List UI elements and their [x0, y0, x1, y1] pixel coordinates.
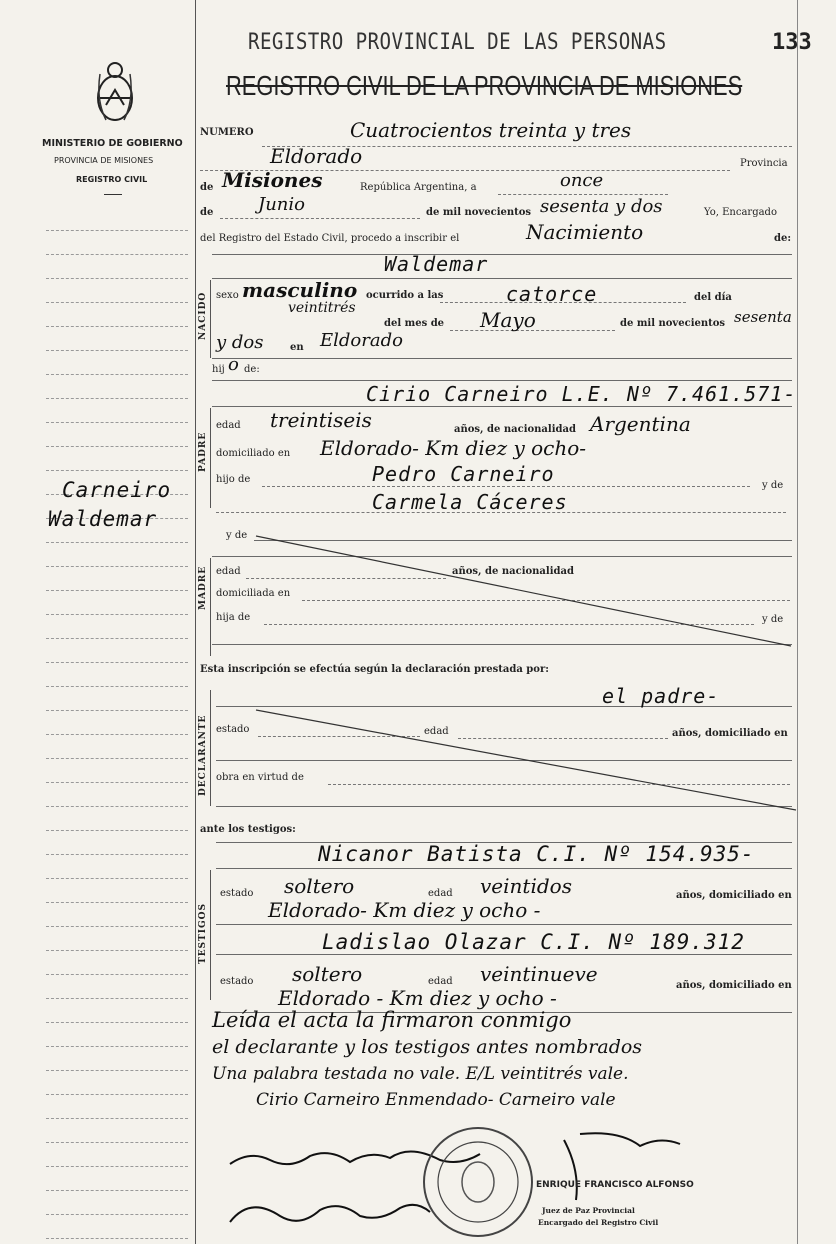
numero-value: Cuatrocientos treinta y tres	[350, 118, 632, 142]
witness-1-domicilio-label: años, domiciliado en	[676, 890, 792, 901]
witness-2-estado-label: estado	[220, 976, 254, 987]
page-number: 133	[772, 30, 812, 55]
witness-2-estado: soltero	[292, 962, 363, 986]
officer-title-2: Encargado del Registro Civil	[538, 1218, 659, 1227]
declarante-obra-label: obra en virtud de	[216, 772, 304, 783]
rule-1	[212, 254, 792, 255]
birth-month-value: Mayo	[480, 308, 536, 332]
nacido-section-label: NACIDO	[198, 291, 208, 340]
officer-title-1: Juez de Paz Provincial	[542, 1206, 635, 1215]
del-mes-label: del mes de	[384, 318, 445, 329]
testigos-rule-1	[216, 868, 792, 869]
birth-day-value: veintitrés	[288, 300, 356, 316]
numero-label: NUMERO	[200, 127, 254, 138]
declarante-estado-label: estado	[216, 724, 250, 735]
witness-1-edad-label: edad	[428, 888, 453, 899]
witness-1-estado: soltero	[284, 874, 355, 898]
sexo-label: sexo	[216, 290, 239, 301]
birth-year-value-a: sesenta	[734, 308, 792, 326]
madre-domicilio-label: domiciliada en	[216, 588, 291, 599]
encargado-label: Yo, Encargado	[704, 207, 777, 218]
witness-1-estado-label: estado	[220, 888, 254, 899]
testigos-rule-3	[216, 954, 792, 955]
padre-y-de-label: y de	[762, 480, 784, 491]
child-name-value: Waldemar	[384, 252, 489, 276]
madre-nacionalidad-label: años, de nacionalidad	[452, 566, 574, 577]
officer-name: ENRIQUE FRANCISCO ALFONSO	[536, 1180, 694, 1190]
del-dia-label: del día	[694, 292, 732, 303]
declarante-section-label: DECLARANTE	[198, 714, 208, 796]
header-title-1: REGISTRO PROVINCIAL DE LAS PERSONAS	[248, 30, 667, 55]
witness-2-domicilio: Eldorado - Km diez y ocho -	[278, 986, 557, 1010]
padre-domicilio-label: domiciliado en	[216, 448, 291, 459]
paternal-grandmother-value: Carmela Cáceres	[372, 490, 568, 514]
madre-section-label: MADRE	[198, 565, 208, 610]
mil-label: de mil novecientos	[426, 207, 532, 218]
closing-line-3: Una palabra testada no vale. E/L veintitrés vale.	[212, 1064, 629, 1084]
witness-2-edad-label: edad	[428, 976, 453, 987]
father-name-value: Cirio Carneiro L.E. Nº 7.461.571-	[366, 382, 797, 406]
padre-bar	[210, 408, 211, 508]
closing-line-1: Leída el acta la firmaron conmigo	[212, 1008, 572, 1032]
witness-2-domicilio-label: años, domiciliado en	[676, 980, 792, 991]
ministry-province: PROVINCIA DE MISIONES	[54, 156, 154, 165]
padre-rule-1	[212, 406, 792, 407]
de-label-2: de	[200, 207, 214, 218]
father-address-value: Eldorado- Km diez y ocho-	[320, 436, 587, 460]
act-value: Nacimiento	[526, 220, 644, 244]
provincia-label: Provincia	[740, 158, 788, 169]
testigos-intro-label: ante los testigos:	[200, 824, 296, 835]
nacido-bar	[210, 280, 211, 358]
margin-surname: Carneiro	[62, 478, 172, 502]
declarante-bar	[210, 690, 211, 806]
header-title-2: REGISTRO CIVIL DE LA PROVINCIA DE MISIONES	[226, 70, 743, 101]
madre-y-de-label: y de	[226, 530, 248, 541]
father-age-value: treintiseis	[270, 408, 372, 432]
day-line	[498, 194, 668, 195]
testigos-section-label: TESTIGOS	[198, 903, 208, 964]
en-label: en	[290, 342, 304, 353]
witness-2-edad: veintinueve	[480, 962, 598, 986]
padre-nacionalidad-label: años, de nacionalidad	[454, 424, 576, 435]
padre-rule-top	[212, 380, 792, 381]
closing-line-4: Cirio Carneiro Enmendado- Carneiro vale	[256, 1090, 616, 1110]
declarante-domicilio-label: años, domiciliado en	[672, 728, 788, 739]
ministry-registry: REGISTRO CIVIL	[76, 175, 148, 184]
sexo-value: masculino	[242, 278, 358, 302]
hijo-label: hij	[212, 364, 225, 375]
father-nationality-value: Argentina	[590, 412, 691, 436]
padre-hijo-de-label: hijo de	[216, 474, 251, 485]
nacido-mil-label: de mil novecientos	[620, 318, 726, 329]
closing-line-2: el declarante y los testigos antes nombrados	[212, 1036, 643, 1058]
declarante-edad-label: edad	[424, 726, 449, 737]
del-registro-label: del Registro del Estado Civil, procedo a inscribir el	[200, 233, 460, 244]
madre-cancel-strike	[216, 526, 796, 656]
witness-1-edad: veintidos	[480, 874, 572, 898]
grandfather-line	[262, 486, 750, 487]
testigos-bar	[210, 870, 211, 1000]
declarante-value: el padre-	[602, 684, 720, 708]
day-value: once	[560, 170, 604, 191]
de-label: de	[200, 182, 214, 193]
ocurrido-label: ocurrido a las	[366, 290, 444, 301]
witness-2-name: Ladislao Olazar C.I. Nº 189.312	[322, 930, 745, 954]
republica-label: República Argentina, a	[360, 182, 477, 193]
de-end-label: de:	[774, 233, 792, 244]
year-value: sesenta y dos	[540, 196, 663, 217]
madre-edad-label: edad	[216, 566, 241, 577]
witness-1-name: Nicanor Batista C.I. Nº 154.935-	[318, 842, 755, 866]
month-value: Junio	[258, 194, 305, 215]
hijo-de-label: de:	[244, 364, 260, 375]
nacido-rule	[212, 358, 792, 359]
birth-place-value: Eldorado	[320, 330, 403, 351]
testigos-rule-2	[216, 924, 792, 925]
paternal-grandfather-value: Pedro Carneiro	[372, 462, 555, 486]
madre-hija-de-label: hija de	[216, 612, 251, 623]
padre-section-label: PADRE	[198, 431, 208, 472]
place-value: Eldorado	[270, 144, 363, 168]
declarante-intro-label: Esta inscripción se efectúa según la declaración prestada por:	[200, 664, 549, 675]
padre-edad-label: edad	[216, 420, 241, 431]
margin-given-name: Waldemar	[48, 507, 158, 531]
declarante-cancel-strike	[216, 704, 806, 814]
month-line	[220, 218, 420, 219]
madre-bar	[210, 558, 211, 656]
ministry-title: MINISTERIO DE GOBIERNO	[42, 138, 183, 149]
hour-value: catorce	[506, 282, 598, 306]
witness-1-domicilio: Eldorado- Km diez y ocho -	[268, 898, 541, 922]
province-value: Misiones	[222, 168, 323, 192]
birth-year-value-b: y dos	[216, 332, 264, 353]
hijo-value: o	[228, 354, 239, 375]
madre-y-de-end-label: y de	[762, 614, 784, 625]
